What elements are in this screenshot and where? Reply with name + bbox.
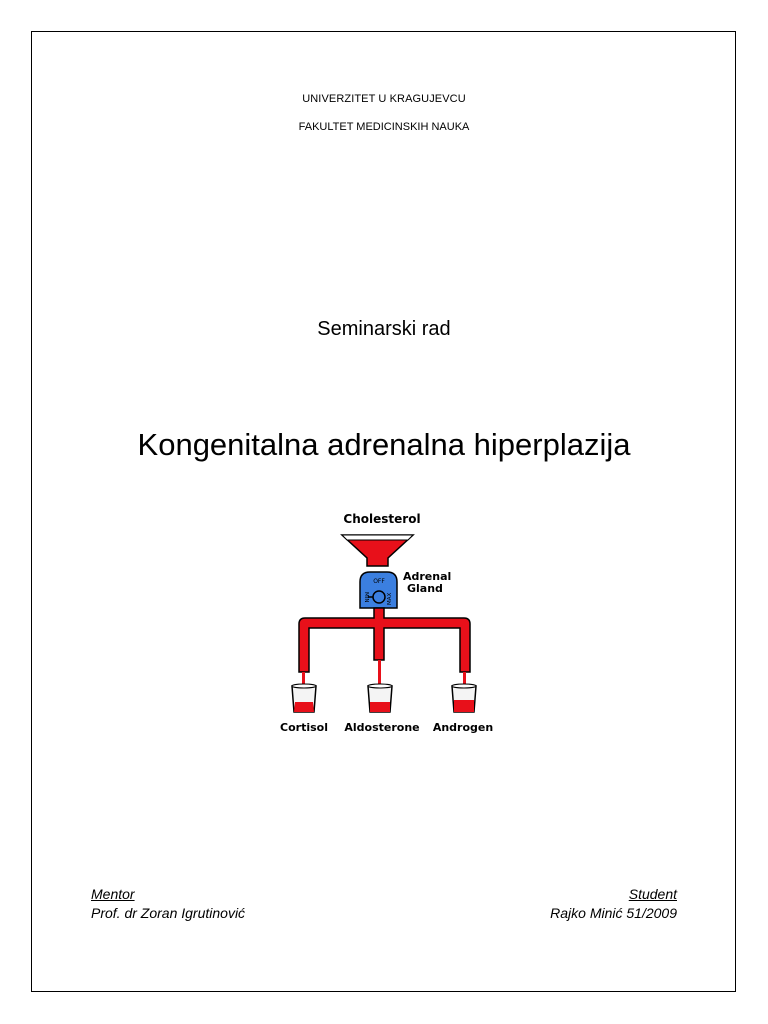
dial-max-label: MAX: [387, 592, 393, 605]
student-name: Rajko Minić 51/2009: [550, 905, 677, 921]
gland-label: Gland: [407, 582, 443, 595]
androgen-glass-icon: [452, 684, 476, 712]
output-label-aldosterone: Aldosterone: [344, 721, 420, 734]
cholesterol-label: Cholesterol: [343, 512, 421, 526]
university-name: UNIVERZITET U KRAGUJEVCU: [302, 93, 466, 105]
cortisol-glass-icon: [292, 684, 316, 712]
pipe-network: [299, 608, 470, 672]
adrenal-label: Adrenal: [403, 570, 452, 583]
mentor-label: Mentor: [91, 886, 135, 902]
dial-off-label: OFF: [373, 578, 385, 585]
output-label-androgen: Androgen: [432, 721, 494, 734]
mentor-name: Prof. dr Zoran Igrutinović: [91, 905, 246, 921]
document-title: Kongenitalna adrenalna hiperplazija: [137, 427, 631, 462]
student-label: Student: [628, 886, 677, 902]
document-type: Seminarski rad: [317, 318, 451, 340]
adrenal-gland-icon: [360, 572, 397, 608]
output-label-cortisol: Cortisol: [280, 721, 328, 734]
dial-min-label: MIN: [363, 592, 369, 603]
adrenal-flow-diagram: [270, 500, 500, 745]
faculty-name: FAKULTET MEDICINSKIH NAUKA: [298, 121, 470, 133]
aldosterone-glass-icon: [368, 684, 392, 712]
funnel-icon: [342, 535, 413, 566]
